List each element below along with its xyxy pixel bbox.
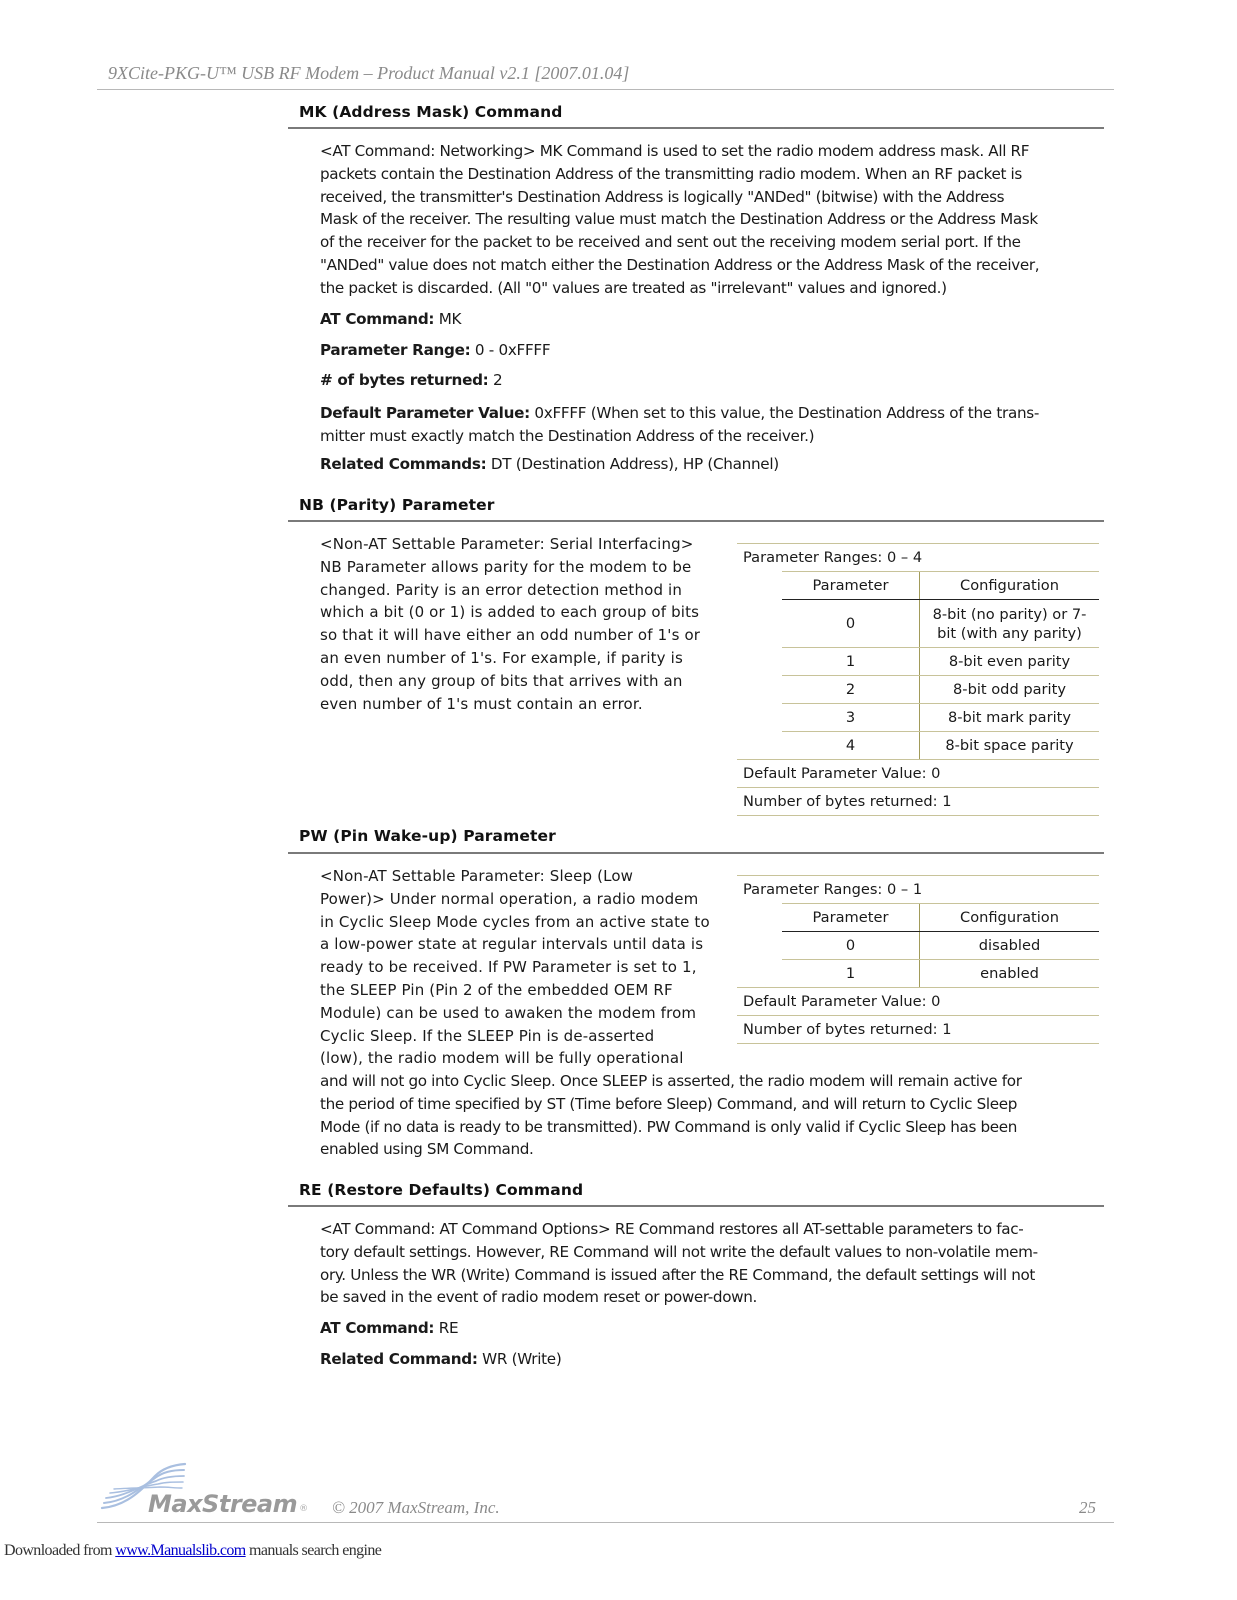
parameter-grid: [782, 571, 1099, 759]
nb-description: [320, 533, 720, 715]
footer-rule: [97, 1522, 1114, 1523]
column-header-parameter: Parameter: [782, 572, 920, 599]
table-row: [782, 731, 1099, 759]
text-line: <Non-AT Settable Parameter: Serial Interfacing>: [320, 535, 694, 553]
text-line: and will not go into Cyclic Sleep. Once SLEEP is asserted, the radio modem will remain active for: [320, 1072, 1022, 1090]
cell-configuration: disabled: [978, 937, 1041, 954]
nb-parameter-table: [737, 543, 1099, 816]
cell-configuration: enabled: [980, 965, 1039, 982]
field-value-continued: mitter must exactly match the Destination Address of the receiver.): [320, 426, 815, 445]
text-line: the period of time specified by ST (Time before Sleep) Command, and will return to Cyclic Sleep: [320, 1094, 1018, 1113]
cell-text: bit (with any parity): [937, 624, 1082, 642]
bytes-returned: Number of bytes returned: 1: [737, 787, 1099, 815]
section-rule-pw: [288, 852, 1104, 854]
field-value: 2: [488, 371, 503, 389]
cell-parameter: 0: [782, 932, 920, 959]
manualslib-link[interactable]: www.Manualslib.com: [115, 1542, 246, 1559]
pw-description-full: [320, 1070, 1104, 1161]
re-description: [320, 1218, 1104, 1309]
field-value: MK: [434, 310, 462, 328]
table-row: [782, 959, 1099, 987]
parameter-ranges: Parameter Ranges: 0 – 4: [737, 543, 1099, 571]
text-line: an even number of 1's. For example, if parity is: [320, 648, 683, 667]
text-line: NB Parameter allows parity for the modem to be: [320, 557, 692, 576]
default-parameter-value: Default Parameter Value: 0: [737, 987, 1099, 1015]
text-line: ready to be received. If PW Parameter is set to 1,: [320, 958, 697, 977]
registered-mark: ®: [299, 1504, 308, 1514]
text-line: the packet is discarded. (All "0" values are treated as "irrelevant" values and ignored.): [320, 278, 947, 297]
cell-parameter: 1: [782, 648, 920, 675]
text-line: a low-power state at regular intervals until data is: [320, 935, 704, 954]
cell-parameter: 1: [782, 960, 920, 987]
table-header-row: [782, 572, 1099, 600]
cell-configuration: [920, 600, 1099, 647]
download-prefix: Downloaded from: [4, 1542, 116, 1559]
text-line: "ANDed" value does not match either the Destination Address or the Address Mask of the receiver,: [320, 255, 1040, 274]
text-line: enabled using SM Command.: [320, 1140, 534, 1159]
section-rule-re: [288, 1205, 1104, 1207]
text-line: the SLEEP Pin (Pin 2 of the embedded OEM RF: [320, 980, 673, 999]
field-label: AT Command:: [320, 310, 435, 328]
text-line: ory. Unless the WR (Write) Command is issued after the RE Command, the default settings will not: [320, 1265, 1036, 1284]
mk-related-commands: [320, 455, 779, 473]
cell-parameter: 3: [782, 704, 920, 731]
parameter-grid: [782, 903, 1099, 987]
text-line: so that it will have either an odd number of 1's or: [320, 626, 701, 645]
cell-parameter: 2: [782, 676, 920, 703]
brand-wordmark: [148, 1490, 308, 1518]
re-at-command: [320, 1319, 458, 1337]
table-bottom-rule: [737, 815, 1099, 816]
text-line: even number of 1's must contain an error.: [320, 694, 643, 713]
download-notice: [4, 1542, 381, 1560]
text-line: which a bit (0 or 1) is added to each group of bits: [320, 603, 700, 622]
column-header-parameter: Parameter: [782, 904, 920, 931]
field-label: Related Command:: [320, 1350, 478, 1368]
cell-configuration: 8-bit odd parity: [953, 681, 1066, 698]
mk-parameter-range: [320, 341, 550, 359]
text-line: Module) can be used to awaken the modem from: [320, 1003, 697, 1022]
field-label: # of bytes returned:: [320, 371, 489, 389]
field-label: AT Command:: [320, 1319, 435, 1337]
field-value: 0xFFFF (When set to this value, the Destination Address of the trans-: [529, 404, 1040, 422]
header-rule: [97, 89, 1114, 90]
text-line: Cyclic Sleep. If the SLEEP Pin is de-asserted: [320, 1026, 655, 1045]
text-line: tory default settings. However, RE Command will not write the default values to non-volatile mem-: [320, 1242, 1038, 1261]
mk-description: [320, 140, 1104, 300]
section-rule-mk: [288, 127, 1104, 129]
text-line: Mask of the receiver. The resulting value must match the Destination Address or the Address Mask: [320, 210, 1038, 229]
pw-description-narrow: [320, 865, 720, 1070]
table-bottom-rule: [737, 1043, 1099, 1044]
mk-default-value: [320, 402, 1039, 448]
table-row: [782, 675, 1099, 703]
cell-configuration: 8-bit mark parity: [947, 709, 1072, 726]
brand-name: MaxStream: [148, 1490, 298, 1518]
table-row: [782, 932, 1099, 959]
field-value: RE: [434, 1319, 459, 1337]
table-row: [782, 600, 1099, 647]
field-label: Parameter Range:: [320, 341, 471, 359]
section-title-re: RE (Restore Defaults) Command: [299, 1181, 584, 1199]
text-line: (low), the radio modem will be fully operational: [320, 1049, 684, 1068]
section-title-mk: MK (Address Mask) Command: [299, 103, 563, 121]
text-line: <AT Command: AT Command Options> RE Command restores all AT-settable parameters to fac-: [320, 1220, 1024, 1238]
field-value: 0 - 0xFFFF: [470, 341, 551, 359]
text-line: in Cyclic Sleep Mode cycles from an active state to: [320, 912, 710, 931]
cell-configuration: 8-bit even parity: [948, 653, 1071, 670]
text-line: packets contain the Destination Address of the transmitting radio modem. When an RF packet is: [320, 164, 1022, 183]
field-value: WR (Write): [477, 1350, 562, 1368]
section-title-pw: PW (Pin Wake-up) Parameter: [299, 827, 556, 845]
pw-parameter-table: [737, 875, 1099, 1044]
column-header-configuration: Configuration: [960, 577, 1059, 594]
cell-text: 8-bit (no parity) or 7-: [932, 605, 1087, 623]
text-line: be saved in the event of radio modem reset or power-down.: [320, 1288, 757, 1307]
mk-at-command: [320, 310, 461, 328]
running-header: 9XCite-PKG-U™ USB RF Modem – Product Manual v2.1 [2007.01.04]: [108, 63, 630, 83]
mk-bytes-returned: [320, 371, 502, 389]
field-label: Related Commands:: [320, 455, 487, 473]
cell-configuration: 8-bit space parity: [945, 737, 1074, 754]
page-number: 25: [1079, 1498, 1096, 1517]
text-line: <AT Command: Networking> MK Command is used to set the radio modem address mask. All RF: [320, 142, 1030, 160]
text-line: Power)> Under normal operation, a radio modem: [320, 889, 699, 908]
cell-parameter: 0: [782, 600, 920, 647]
cell-parameter: 4: [782, 732, 920, 759]
bytes-returned: Number of bytes returned: 1: [737, 1015, 1099, 1043]
section-title-nb: NB (Parity) Parameter: [299, 496, 495, 514]
download-suffix: manuals search engine: [245, 1542, 382, 1559]
section-rule-nb: [288, 520, 1104, 522]
copyright: © 2007 MaxStream, Inc.: [332, 1498, 500, 1517]
re-related-command: [320, 1350, 561, 1368]
text-line: changed. Parity is an error detection method in: [320, 580, 683, 599]
text-line: Mode (if no data is ready to be transmitted). PW Command is only valid if Cyclic Sleep has been: [320, 1117, 1018, 1136]
text-line: <Non-AT Settable Parameter: Sleep (Low: [320, 867, 634, 885]
parameter-ranges: Parameter Ranges: 0 – 1: [737, 875, 1099, 903]
column-header-configuration: Configuration: [960, 909, 1059, 926]
table-header-row: [782, 904, 1099, 932]
field-label: Default Parameter Value:: [320, 404, 530, 422]
text-line: of the receiver for the packet to be received and sent out the receiving modem serial port. If the: [320, 233, 1021, 252]
default-parameter-value: Default Parameter Value: 0: [737, 759, 1099, 787]
text-line: odd, then any group of bits that arrives with an: [320, 671, 683, 690]
text-line: received, the transmitter's Destination Address is logically "ANDed" (bitwise) with the Address: [320, 187, 1005, 206]
table-row: [782, 647, 1099, 675]
table-row: [782, 703, 1099, 731]
field-value: DT (Destination Address), HP (Channel): [486, 455, 779, 473]
